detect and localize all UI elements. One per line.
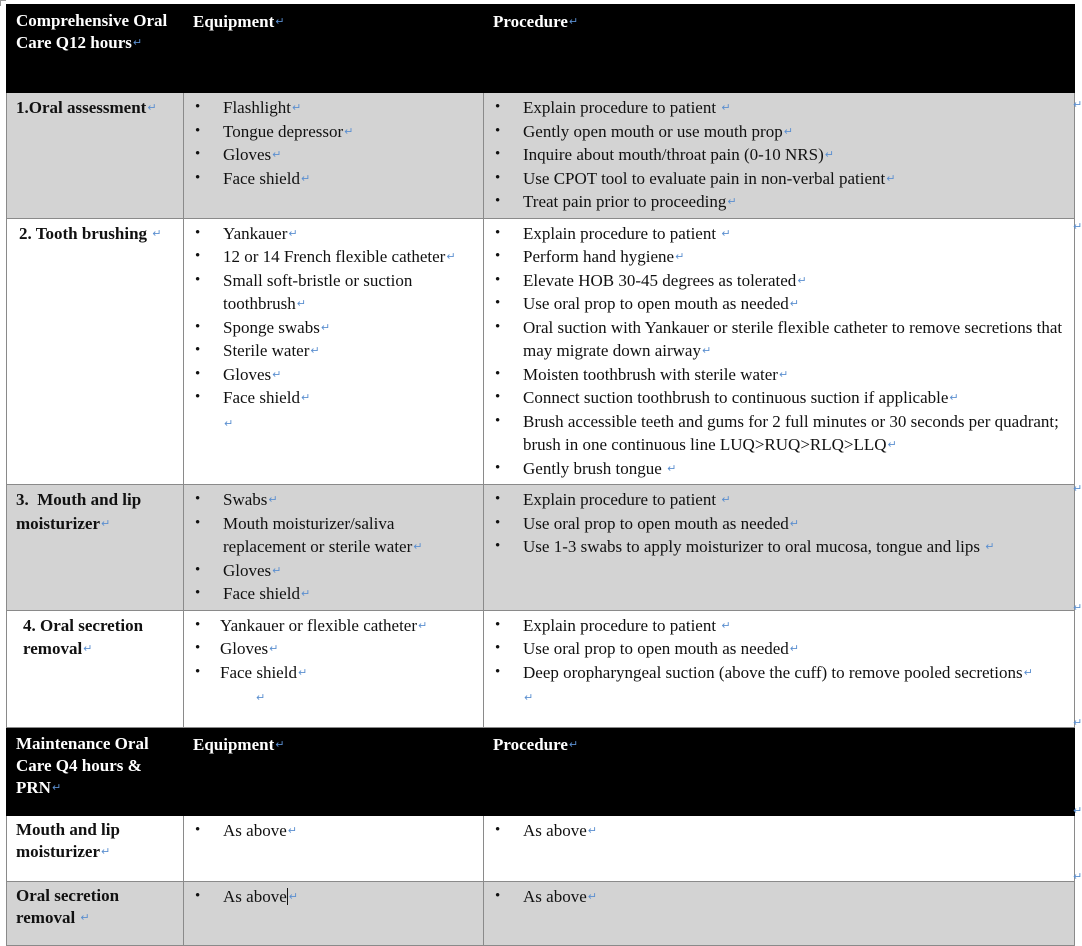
return-mark-icon: ↵ xyxy=(224,416,234,430)
row-end-mark-icon: ↵ xyxy=(1073,98,1082,111)
procedure-step: • Explain procedure to patient ↵ xyxy=(493,96,1068,120)
return-mark-icon: ↵ xyxy=(300,171,311,185)
equipment-item: • Face shield↵ xyxy=(193,167,477,191)
return-mark-icon: ↵ xyxy=(413,540,423,553)
table-row-oral-secretion-removal xyxy=(7,610,1075,727)
procedure-step: • Oral suction with Yankauer or sterile flexible catheter to remove secretions that may migrate down airway↵ xyxy=(493,316,1068,363)
procedure-step: • Inquire about mouth/throat pain (0-10 NRS)↵ xyxy=(493,143,1068,167)
return-mark-icon: ↵ xyxy=(272,367,282,381)
oral-care-table xyxy=(6,4,1075,946)
section1-procedure-header[interactable]: Procedure xyxy=(493,12,568,31)
equipment-item: • Flashlight↵ xyxy=(193,96,477,120)
row-end-mark-icon: ↵ xyxy=(1073,482,1082,495)
section2-header-row xyxy=(7,727,1075,815)
procedure-step: • Gently brush tongue ↵ xyxy=(493,457,1068,481)
procedure-step: • Connect suction toothbrush to continuous suction if applicable↵ xyxy=(493,386,1068,410)
document-page xyxy=(6,4,1074,946)
return-mark-icon: ↵ xyxy=(778,367,789,381)
procedure-step: • Deep oropharyngeal suction (above the cuff) to remove pooled secretions↵ xyxy=(493,661,1068,685)
return-mark-icon: ↵ xyxy=(701,344,712,357)
return-mark-icon: ↵ xyxy=(886,171,896,185)
procedure-step: • Explain procedure to patient ↵ xyxy=(493,488,1068,512)
row-label[interactable]: 2. Tooth brushing xyxy=(19,223,148,243)
return-mark-icon: ↵ xyxy=(721,618,731,632)
row-end-mark-icon: ↵ xyxy=(1073,870,1082,883)
equipment-item: • Sterile water↵ xyxy=(193,339,477,363)
return-mark-icon: ↵ xyxy=(310,344,320,357)
return-mark-icon: ↵ xyxy=(789,297,800,310)
return-mark-icon: ↵ xyxy=(418,618,428,632)
return-mark-icon: ↵ xyxy=(272,563,282,577)
procedure-step: • Perform hand hygiene↵ xyxy=(493,245,1068,269)
return-mark-icon: ↵ xyxy=(721,493,731,506)
equipment-item: • Face shield↵ xyxy=(193,661,477,685)
return-mark-icon: ↵ xyxy=(132,36,143,49)
return-mark-icon: ↵ xyxy=(1023,665,1033,679)
procedure-step: • As above↵ xyxy=(493,819,1068,843)
return-mark-icon: ↵ xyxy=(83,642,93,655)
return-mark-icon: ↵ xyxy=(268,493,278,506)
equipment-item: • 12 or 14 French flexible catheter↵ xyxy=(193,245,477,269)
equipment-item: • Face shield↵ xyxy=(193,582,477,606)
equipment-item: • Gloves↵ xyxy=(193,143,477,167)
return-mark-icon: ↵ xyxy=(727,195,737,208)
procedure-step: • As above↵ xyxy=(493,885,1068,909)
return-mark-icon: ↵ xyxy=(101,844,111,858)
row-end-mark-icon: ↵ xyxy=(1073,601,1082,614)
return-mark-icon: ↵ xyxy=(152,226,162,240)
table-row-mouth-lip-moisturizer xyxy=(7,485,1075,611)
equipment-item: • As above↵ xyxy=(193,819,477,843)
return-mark-icon: ↵ xyxy=(446,250,456,263)
equipment-item: • Yankauer↵ xyxy=(193,222,477,246)
table-row-maintenance-secretion xyxy=(7,881,1075,945)
return-mark-icon: ↵ xyxy=(272,148,282,161)
equipment-item: • Gloves↵ xyxy=(193,559,477,583)
section1-header-row xyxy=(7,5,1075,93)
return-mark-icon: ↵ xyxy=(824,148,834,161)
row-label[interactable]: Mouth and lip moisturizer xyxy=(16,819,120,861)
equipment-item: • Tongue depressor↵ xyxy=(193,120,477,144)
return-mark-icon: ↵ xyxy=(985,540,995,553)
return-mark-icon: ↵ xyxy=(300,587,311,600)
return-mark-icon: ↵ xyxy=(797,273,807,287)
return-mark-icon: ↵ xyxy=(300,391,311,404)
row-label[interactable]: 3. Mouth and lip moisturizer xyxy=(16,490,146,533)
equipment-item: • Sponge swabs↵ xyxy=(193,316,477,340)
return-mark-icon: ↵ xyxy=(275,15,285,28)
return-mark-icon: ↵ xyxy=(789,642,800,655)
equipment-item: • Gloves↵ xyxy=(193,363,477,387)
return-mark-icon: ↵ xyxy=(80,910,90,924)
equipment-item: • Face shield↵ xyxy=(193,386,477,410)
return-mark-icon: ↵ xyxy=(269,642,279,655)
procedure-step: • Moisten toothbrush with sterile water↵ xyxy=(493,363,1068,387)
return-mark-icon: ↵ xyxy=(568,737,579,751)
return-mark-icon: ↵ xyxy=(147,101,157,114)
return-mark-icon: ↵ xyxy=(51,780,62,794)
procedure-step: • Gently open mouth or use mouth prop↵ xyxy=(493,120,1068,144)
procedure-step: • Use oral prop to open mouth as needed↵ xyxy=(493,292,1068,316)
return-mark-icon: ↵ xyxy=(721,101,731,114)
section1-equipment-header[interactable]: Equipment xyxy=(193,12,275,31)
procedure-step: • Brush accessible teeth and gums for 2 full minutes or 30 seconds per quadrant; brush in one continuous line LUQ>RUQ>RLQ>LLQ↵ xyxy=(493,410,1068,457)
procedure-step: • Use 1-3 swabs to apply moisturizer to oral mucosa, tongue and lips ↵ xyxy=(493,535,1068,559)
section1-title[interactable]: Comprehensive Oral Care Q12 hours xyxy=(16,11,168,52)
equipment-item: • Mouth moisturizer/saliva replacement or sterile water↵ xyxy=(193,512,477,559)
equipment-item: • As above ↵ xyxy=(193,885,477,909)
return-mark-icon: ↵ xyxy=(296,297,306,310)
return-mark-icon: ↵ xyxy=(256,691,266,704)
return-mark-icon: ↵ xyxy=(568,15,579,28)
return-mark-icon: ↵ xyxy=(288,889,298,903)
return-mark-icon: ↵ xyxy=(524,691,534,704)
row-end-mark-icon: ↵ xyxy=(1073,716,1082,729)
row-end-mark-icon: ↵ xyxy=(1073,804,1082,817)
return-mark-icon: ↵ xyxy=(949,391,959,404)
return-mark-icon: ↵ xyxy=(101,516,111,530)
return-mark-icon: ↵ xyxy=(320,320,331,334)
table-row-tooth-brushing xyxy=(7,218,1075,485)
row-end-mark-icon: ↵ xyxy=(1073,220,1082,233)
table-row-oral-assessment xyxy=(7,93,1075,219)
section2-equipment-header[interactable]: Equipment xyxy=(193,734,275,754)
return-mark-icon: ↵ xyxy=(721,226,731,240)
procedure-step: • Use CPOT tool to evaluate pain in non-verbal patient↵ xyxy=(493,167,1068,191)
procedure-step: • Treat pain prior to proceeding↵ xyxy=(493,190,1068,214)
section2-title[interactable]: Maintenance Oral Care Q4 hours & PRN xyxy=(16,733,149,797)
return-mark-icon: ↵ xyxy=(292,101,302,114)
return-mark-icon: ↵ xyxy=(887,438,897,451)
row-label[interactable]: Oral secretion removal xyxy=(16,885,120,927)
procedure-step: • Use oral prop to open mouth as needed↵ xyxy=(493,637,1068,661)
equipment-item: • Swabs↵ xyxy=(193,488,477,512)
equipment-item: • Yankauer or flexible catheter↵ xyxy=(193,614,477,638)
row-label[interactable]: 4. Oral secretion removal xyxy=(23,615,144,658)
table-row-maintenance-moisturizer xyxy=(7,815,1075,881)
return-mark-icon: ↵ xyxy=(675,250,685,263)
return-mark-icon: ↵ xyxy=(587,889,597,903)
return-mark-icon: ↵ xyxy=(344,124,354,138)
return-mark-icon: ↵ xyxy=(789,516,800,530)
return-mark-icon: ↵ xyxy=(287,823,297,837)
return-mark-icon: ↵ xyxy=(587,823,597,837)
equipment-item: • Small soft-bristle or suction toothbrush↵ xyxy=(193,269,477,316)
return-mark-icon: ↵ xyxy=(783,124,793,138)
return-mark-icon: ↵ xyxy=(297,665,308,679)
row-label[interactable]: 1.Oral assessment xyxy=(16,98,147,117)
return-mark-icon: ↵ xyxy=(667,461,677,475)
procedure-step: • Explain procedure to patient ↵ xyxy=(493,614,1068,638)
section2-procedure-header[interactable]: Procedure xyxy=(493,734,568,754)
return-mark-icon: ↵ xyxy=(275,737,285,751)
equipment-item: • Gloves↵ xyxy=(193,637,477,661)
procedure-step: • Explain procedure to patient ↵ xyxy=(493,222,1068,246)
text-cursor xyxy=(287,888,288,905)
return-mark-icon: ↵ xyxy=(288,226,298,240)
procedure-step: • Elevate HOB 30-45 degrees as tolerated↵ xyxy=(493,269,1068,293)
procedure-step: • Use oral prop to open mouth as needed↵ xyxy=(493,512,1068,536)
